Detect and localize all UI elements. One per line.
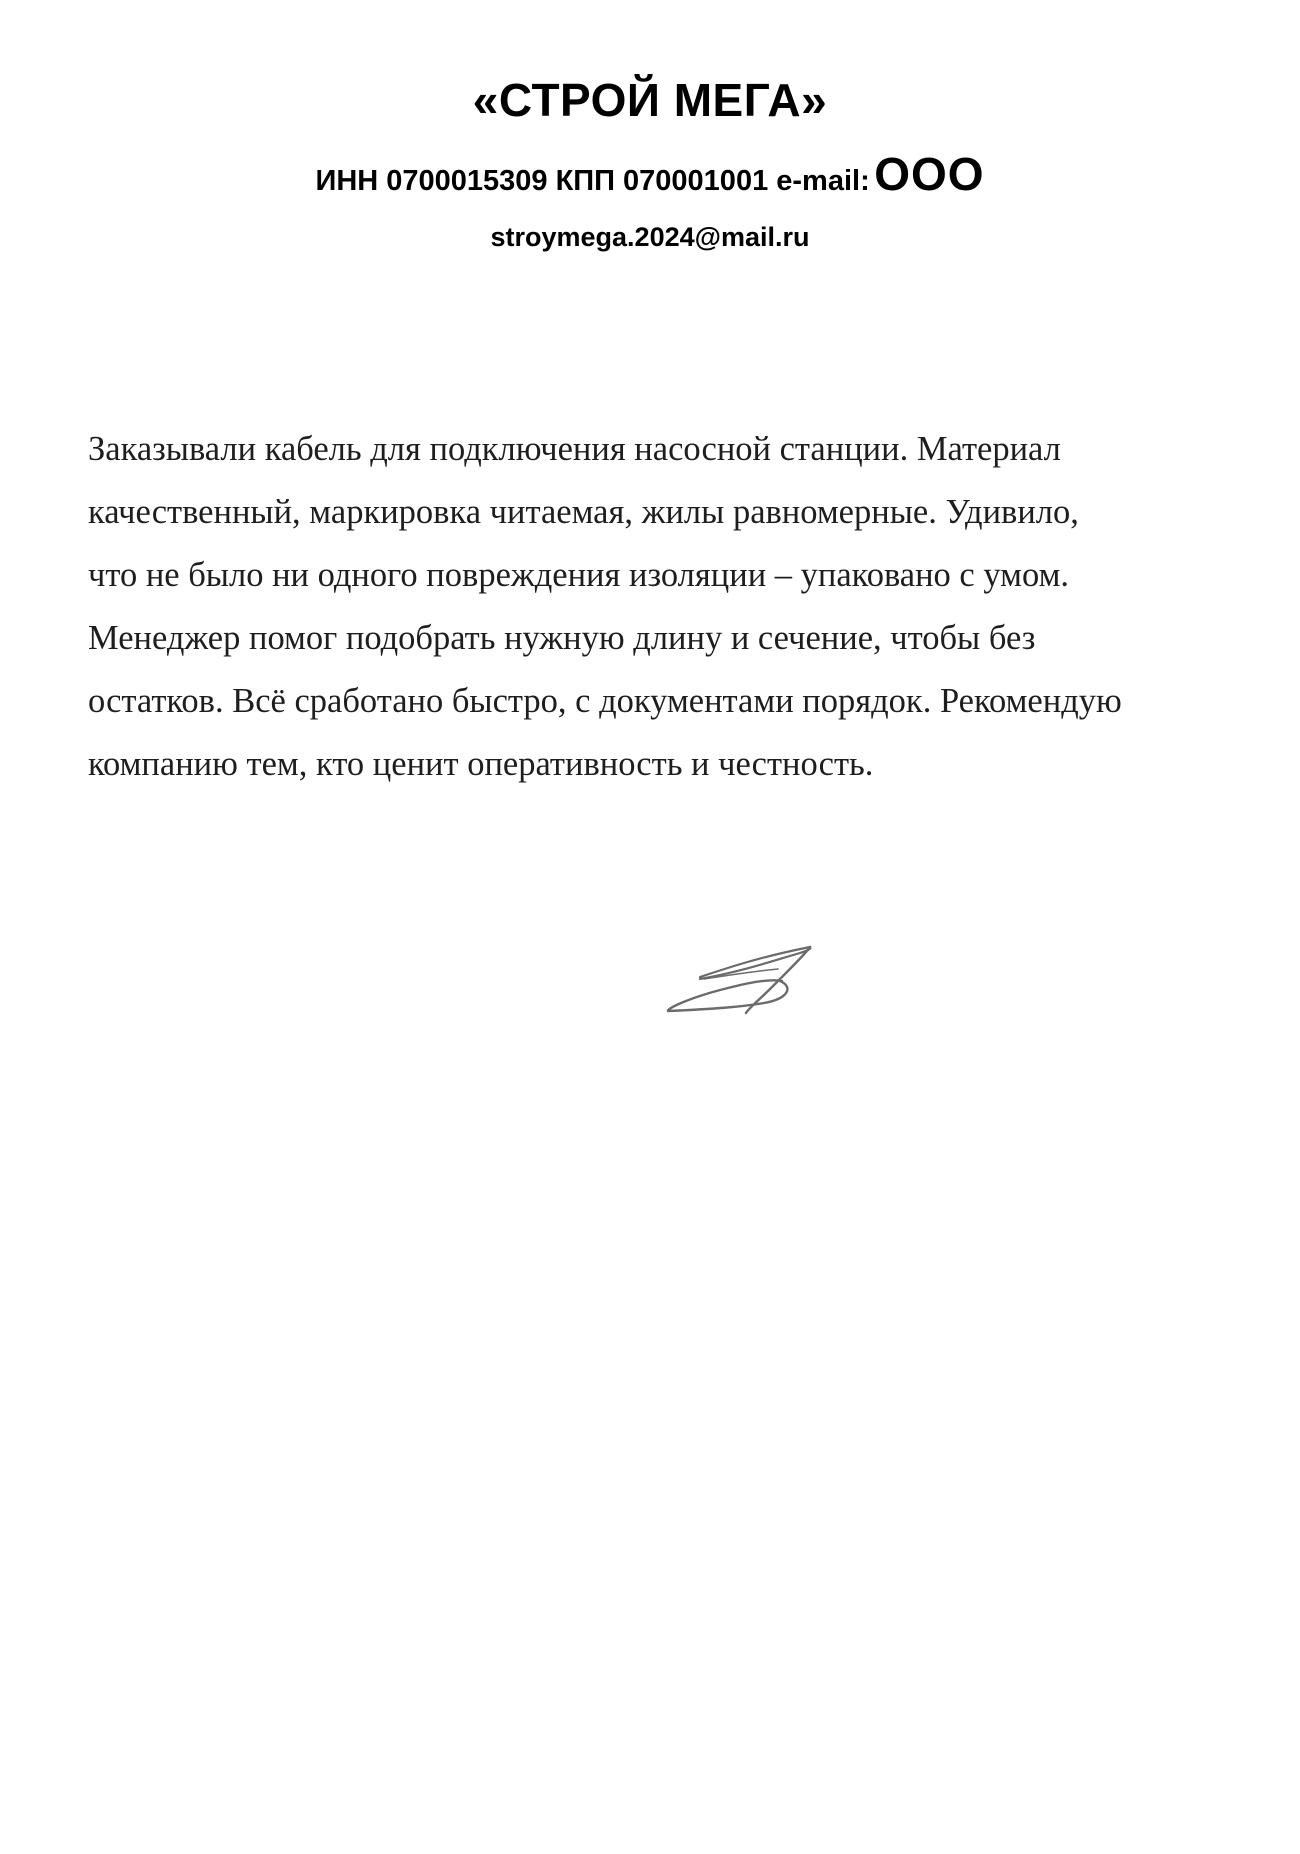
review-line: Менеджер помог подобрать нужную длину и сечение, чтобы без [88,619,1036,657]
review-line: Заказывали кабель для подключения насосной станции. Материал [88,430,1061,468]
review-line: что не было ни одного повреждения изоляции – упаковано с умом. [88,556,1070,594]
review-line: компанию тем, кто ценит оперативность и честность. [88,745,874,783]
company-email: stroymega.2024@mail.ru [490,222,810,252]
requisites-line [0,150,1300,205]
company-requisites: ИНН 0700015309 КПП 070001001 e-mail: [315,165,870,197]
review-text [88,418,1238,796]
review-line: качественный, маркировка читаемая, жилы равномерные. Удивило, [88,493,1079,531]
legal-form: ООО [874,148,985,200]
signature-icon [660,935,820,1015]
company-name: «СТРОЙ МЕГА» [472,74,828,126]
review-line: остатков. Всё сработано быстро, с документами порядок. Рекомендую [88,682,1122,720]
